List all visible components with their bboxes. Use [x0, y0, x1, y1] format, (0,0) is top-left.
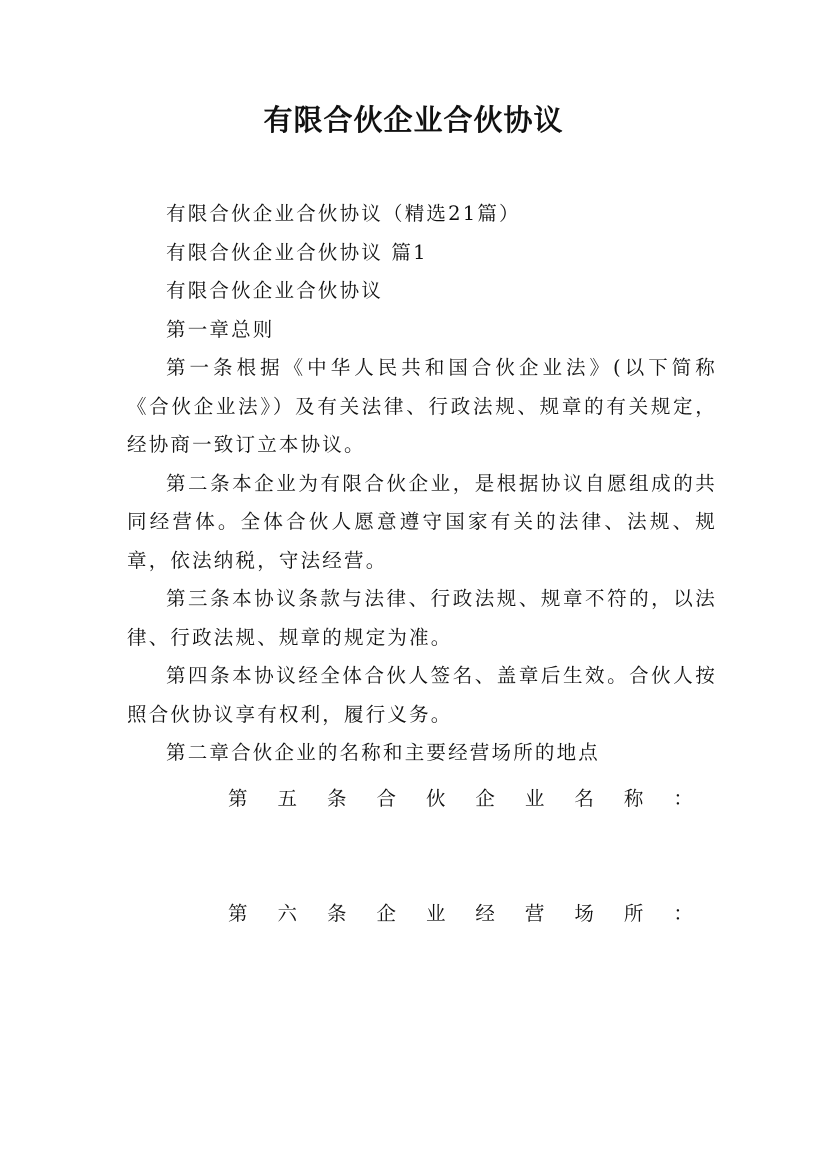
paragraph-article-three: 第三条本协议条款与法律、行政法规、规章不符的，以法律、行政法规、规章的规定为准。 — [127, 587, 717, 649]
article-five-line — [228, 783, 693, 811]
article-six-char: 营 — [524, 902, 545, 925]
article-five-char: ： — [673, 787, 693, 810]
article-six-char: 经 — [475, 902, 495, 925]
article-six-char: 企 — [376, 902, 396, 925]
article-six-char: 场 — [574, 902, 594, 925]
article-five-char: 五 — [277, 787, 297, 810]
paragraph-chapter-one: 第一章总则 — [166, 317, 275, 341]
article-six-line — [228, 898, 693, 926]
paragraph-article-two: 第二条本企业为有限合伙企业，是根据协议自愿组成的共同经营体。全体合伙人愿意遵守国家有关的法律、法规、规章，依法纳税，守法经营。 — [127, 471, 717, 572]
paragraph-article-four: 第四条本协议经全体合伙人签名、盖章后生效。合伙人按照合伙协议享有权利，履行义务。 — [127, 664, 717, 726]
article-five-char: 业 — [524, 787, 545, 810]
paragraph-section-heading: 有限合伙企业合伙协议 篇1 — [166, 240, 428, 264]
article-five-char: 称 — [623, 787, 644, 810]
article-six-char: 业 — [425, 902, 446, 925]
paragraph-agreement-name: 有限合伙企业合伙协议 — [166, 279, 384, 302]
article-six-char: 六 — [277, 902, 297, 925]
article-five-char: 名 — [574, 787, 594, 810]
article-six-char: ： — [673, 902, 693, 925]
paragraph-article-one: 第一条根据《中华人民共和国合伙企业法》(以下简称《合伙企业法》）及有关法律、行政法规、规章的有关规定，经协商一致订立本协议。 — [127, 356, 717, 456]
article-six-char: 条 — [326, 902, 347, 925]
document-title: 有限合伙企业合伙协议 — [263, 103, 564, 137]
article-five-char: 第 — [228, 787, 248, 810]
article-five-char: 条 — [326, 787, 347, 810]
article-six-char: 所 — [623, 902, 644, 925]
article-five-char: 企 — [475, 787, 495, 810]
paragraph-chapter-two: 第二章合伙企业的名称和主要经营场所的地点 — [166, 741, 601, 764]
document-body — [127, 195, 717, 773]
article-six-char: 第 — [228, 902, 248, 925]
article-five-char: 合 — [376, 787, 396, 810]
article-five-char: 伙 — [425, 787, 446, 810]
paragraph-subtitle: 有限合伙企业合伙协议（精选21篇） — [166, 202, 521, 225]
